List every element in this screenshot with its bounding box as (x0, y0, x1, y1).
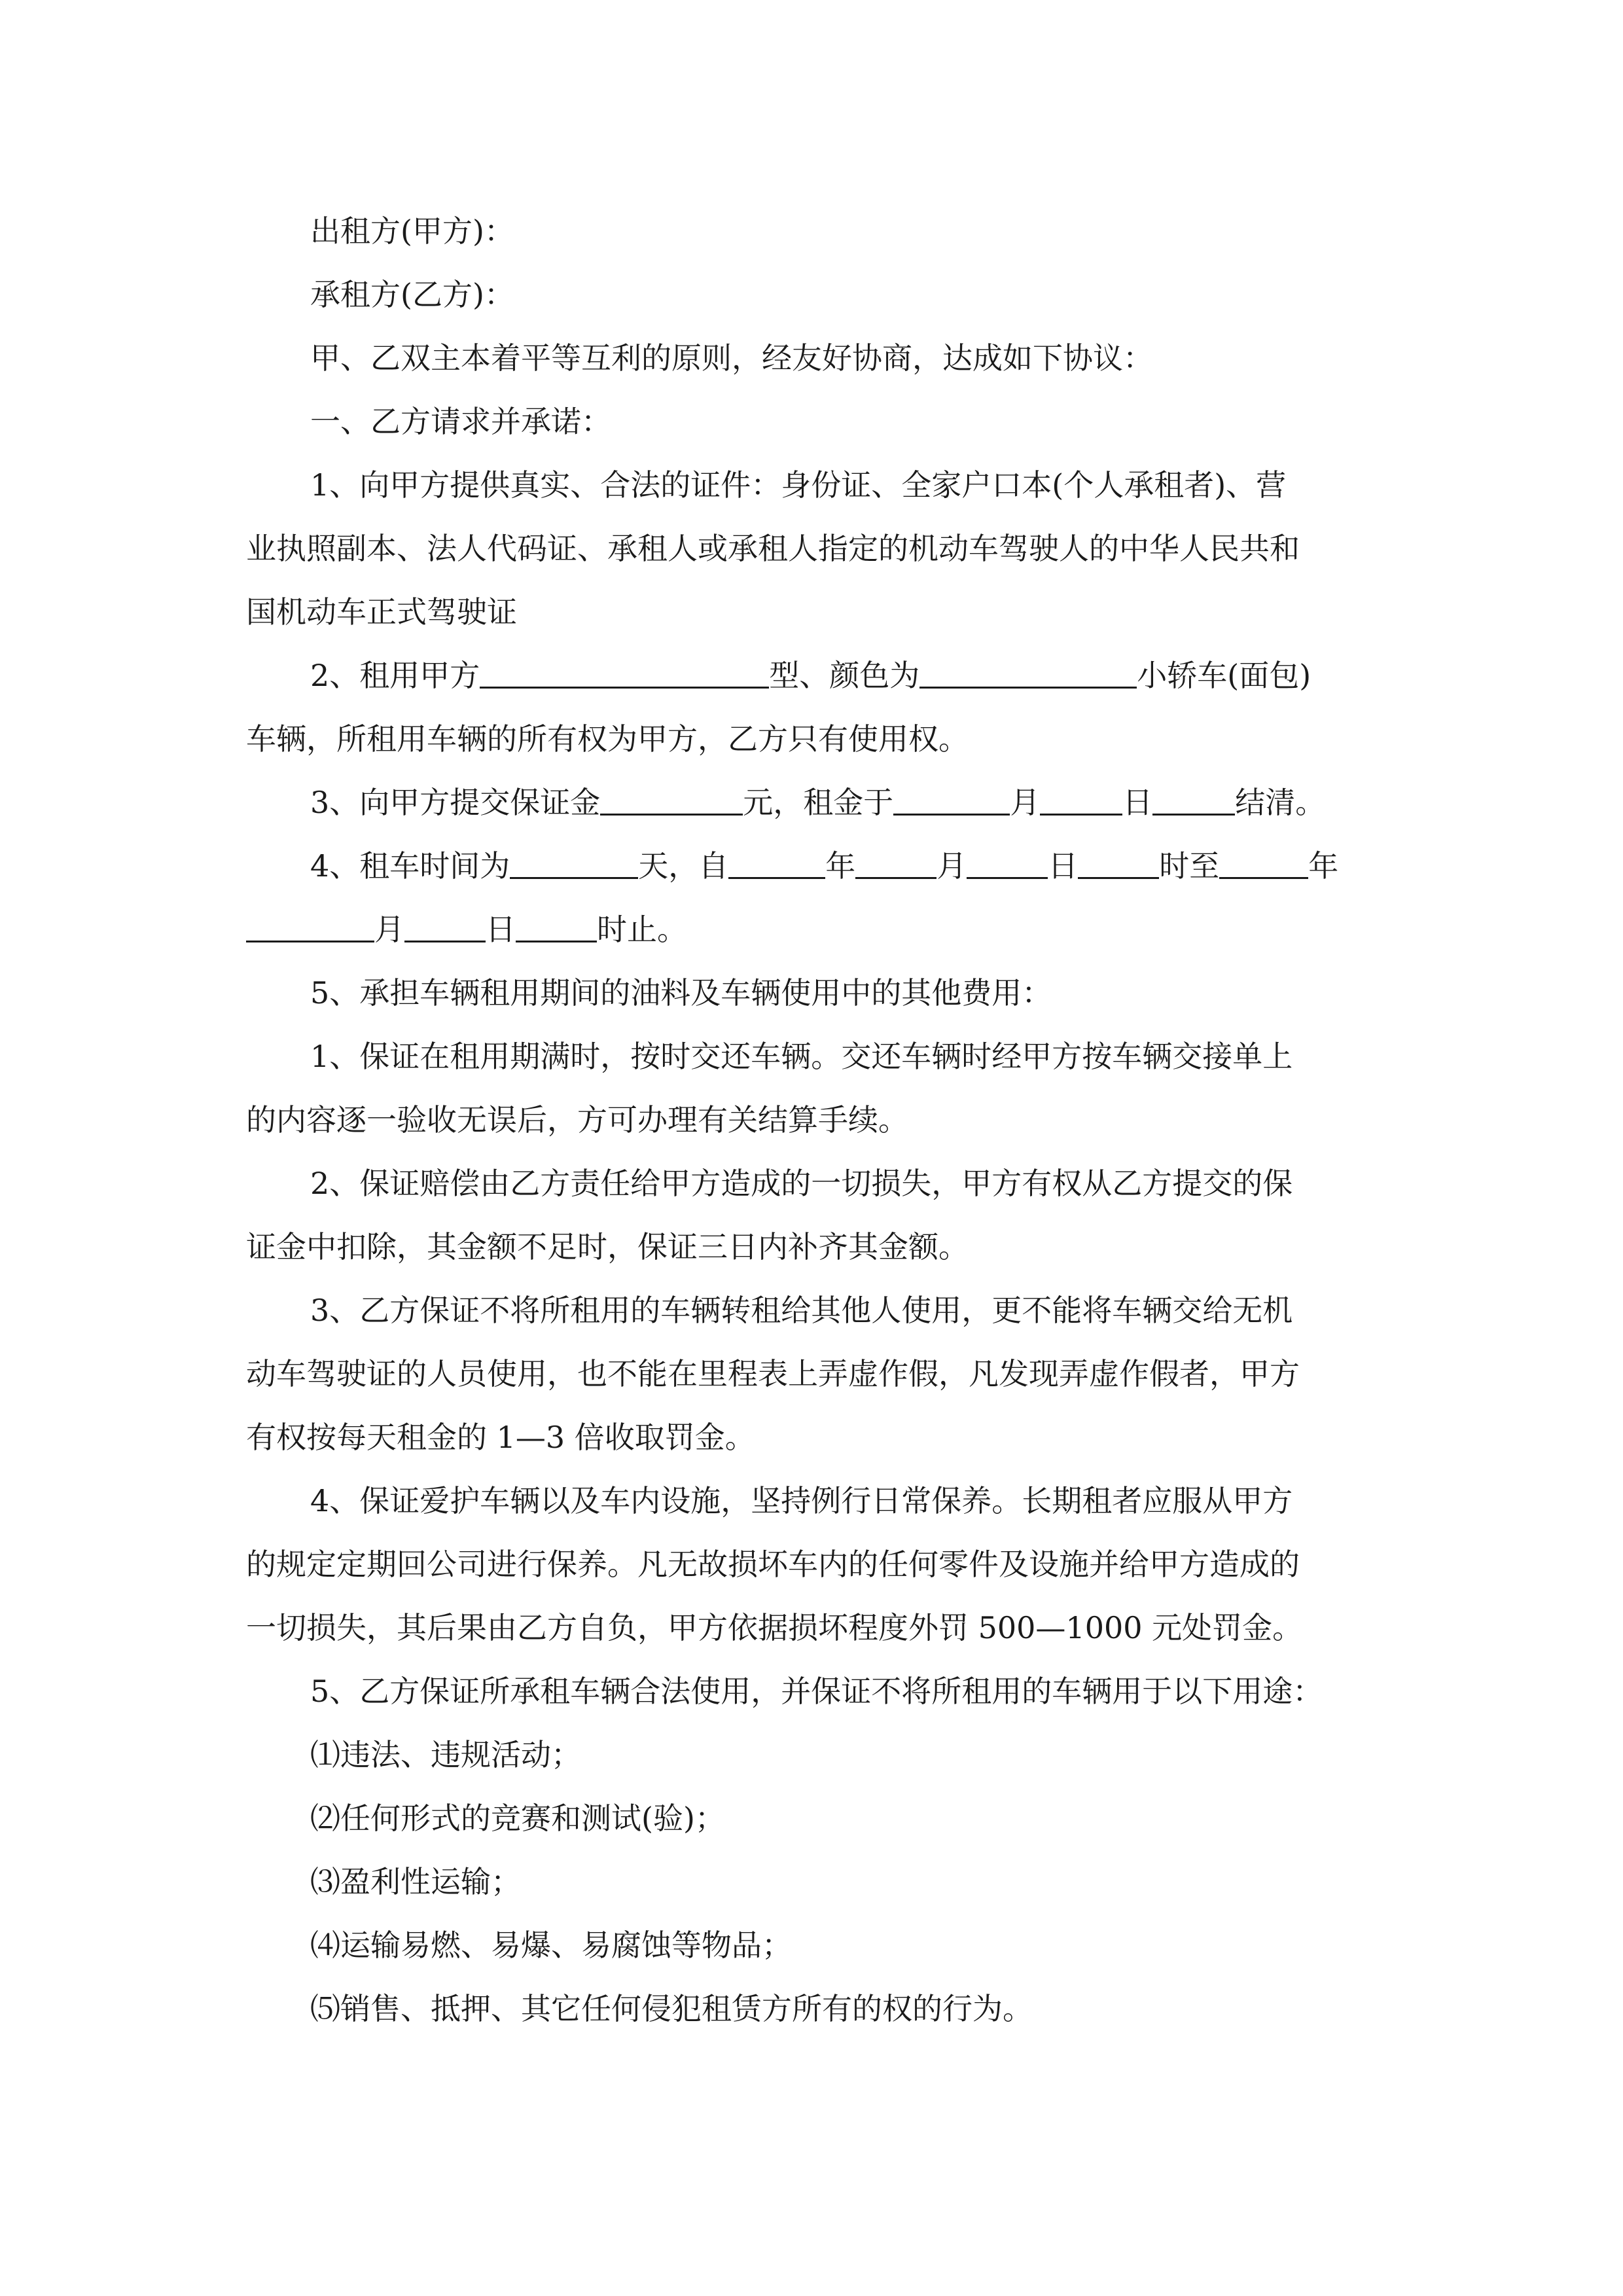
guarantee2-paragraph (246, 1152, 1378, 1279)
rent-day-blank (1040, 785, 1122, 816)
prohibited-use-1: ⑴违法、违规活动； (310, 1737, 581, 1772)
rent-month-blank (893, 785, 1010, 816)
guarantee3-line3: 有权按每天租金的 1—3 倍收取罚金。 (246, 1420, 755, 1455)
guarantee2-line2: 证金中扣除，其金额不足时，保证三日内补齐其金额。 (246, 1229, 969, 1265)
vehicle-model-blank (480, 658, 769, 689)
item4-text-i: 日 (486, 912, 516, 947)
guarantee1-paragraph (246, 1025, 1378, 1152)
start-month-blank (855, 848, 936, 879)
item3-text-d: 日 (1122, 785, 1153, 820)
lessee-label: 承租方(乙方)： (310, 277, 514, 312)
prohibited-use-2: ⑵任何形式的竞赛和测试(验)； (310, 1801, 725, 1836)
item3-text-c: 月 (1010, 785, 1041, 820)
guarantee4-line1: 4、保证爱护车辆以及车内设施，坚持例行日常保养。长期租者应服从甲方 (310, 1483, 1293, 1518)
item4-text-j: 时止。 (597, 912, 687, 947)
item3-paragraph (246, 771, 1378, 834)
item4-paragraph (246, 834, 1378, 961)
end-year-blank (1219, 848, 1308, 879)
start-year-blank (728, 848, 825, 879)
rent-settle-blank (1152, 785, 1235, 816)
item2-text-b: 型、颜色为 (769, 658, 920, 693)
deposit-amount-blank (600, 785, 743, 816)
item1-line2: 业执照副本、法人代码证、承租人或承租人指定的机动车驾驶人的中华人民共和 (246, 531, 1300, 566)
intro-paragraph: 甲、乙双主本着平等互利的原则，经友好协商，达成如下协议： (310, 340, 1153, 376)
item4-line1 (246, 834, 1378, 898)
guarantee4-paragraph (246, 1469, 1378, 1660)
guarantee3-line2: 动车驾驶证的人员使用，也不能在里程表上弄虚作假，凡发现弄虚作假者，甲方 (246, 1356, 1300, 1391)
item4-text-g: 年 (1308, 848, 1339, 884)
item2-text-a: 2、租用甲方 (310, 658, 480, 693)
item3-text-a: 3、向甲方提交保证金 (310, 785, 601, 820)
item4-text-b: 天，自 (638, 848, 729, 884)
prohibited-use-3: ⑶盈利性运输； (310, 1864, 521, 1899)
prohibited-use-4: ⑷运输易燃、易爆、易腐蚀等物品； (310, 1928, 792, 1963)
item2-line1 (246, 644, 1378, 708)
item1-line1: 1、向甲方提供真实、合法的证件：身份证、全家户口本(个人承租者)、营 (310, 467, 1287, 503)
section1-heading: 一、乙方请求并承诺： (310, 404, 611, 439)
guarantee5-paragraph: 5、乙方保证所承租车辆合法使用，并保证不将所租用的车辆用于以下用途： (310, 1674, 1323, 1709)
guarantee1-line2: 的内容逐一验收无误后，方可办理有关结算手续。 (246, 1102, 908, 1138)
start-hour-blank (1078, 848, 1159, 879)
item4-text-a: 4、租车时间为 (310, 848, 510, 884)
item3-text-e: 结清。 (1235, 785, 1326, 820)
item4-text-f: 时至 (1159, 848, 1220, 884)
start-day-blank (967, 848, 1048, 879)
rental-days-blank (510, 848, 638, 879)
end-hour-blank (516, 912, 597, 942)
item3-line1 (246, 771, 1378, 834)
item1-line3: 国机动车正式驾驶证 (246, 594, 517, 630)
item2-paragraph (246, 644, 1378, 771)
lessor-label: 出租方(甲方)： (310, 213, 514, 249)
guarantee4-line3: 一切损失，其后果由乙方自负，甲方依据损坏程度外罚 500—1000 元处罚金。 (246, 1610, 1303, 1645)
guarantee4-line2: 的规定定期回公司进行保养。凡无故损坏车内的任何零件及设施并给甲方造成的 (246, 1547, 1300, 1582)
item1-paragraph (246, 454, 1378, 644)
guarantee3-paragraph (246, 1279, 1378, 1469)
item4-text-e: 日 (1048, 848, 1079, 884)
item4-text-c: 年 (825, 848, 856, 884)
guarantee2-line1: 2、保证赔偿由乙方责任给甲方造成的一切损失，甲方有权从乙方提交的保 (310, 1166, 1293, 1201)
item2-text-c: 小轿车(面包) (1137, 658, 1311, 693)
item2-line2: 车辆，所租用车辆的所有权为甲方，乙方只有使用权。 (246, 721, 969, 757)
end-month-blank (246, 912, 374, 942)
guarantee1-line1: 1、保证在租用期满时，按时交还车辆。交还车辆时经甲方按车辆交接单上 (310, 1039, 1293, 1074)
item4-text-d: 月 (936, 848, 967, 884)
item4-text-h: 月 (374, 912, 404, 947)
item4-line2 (246, 898, 1378, 961)
item3-text-b: 元，租金于 (743, 785, 894, 820)
contract-body (246, 200, 1378, 2041)
vehicle-color-blank (919, 658, 1137, 689)
guarantee3-line1: 3、乙方保证不将所租用的车辆转租给其他人使用，更不能将车辆交给无机 (310, 1293, 1293, 1328)
prohibited-use-5: ⑸销售、抵押、其它任何侵犯租赁方所有的权的行为。 (310, 1991, 1033, 2026)
item5-paragraph: 5、承担车辆租用期间的油料及车辆使用中的其他费用： (310, 975, 1052, 1011)
end-day-blank (404, 912, 486, 942)
